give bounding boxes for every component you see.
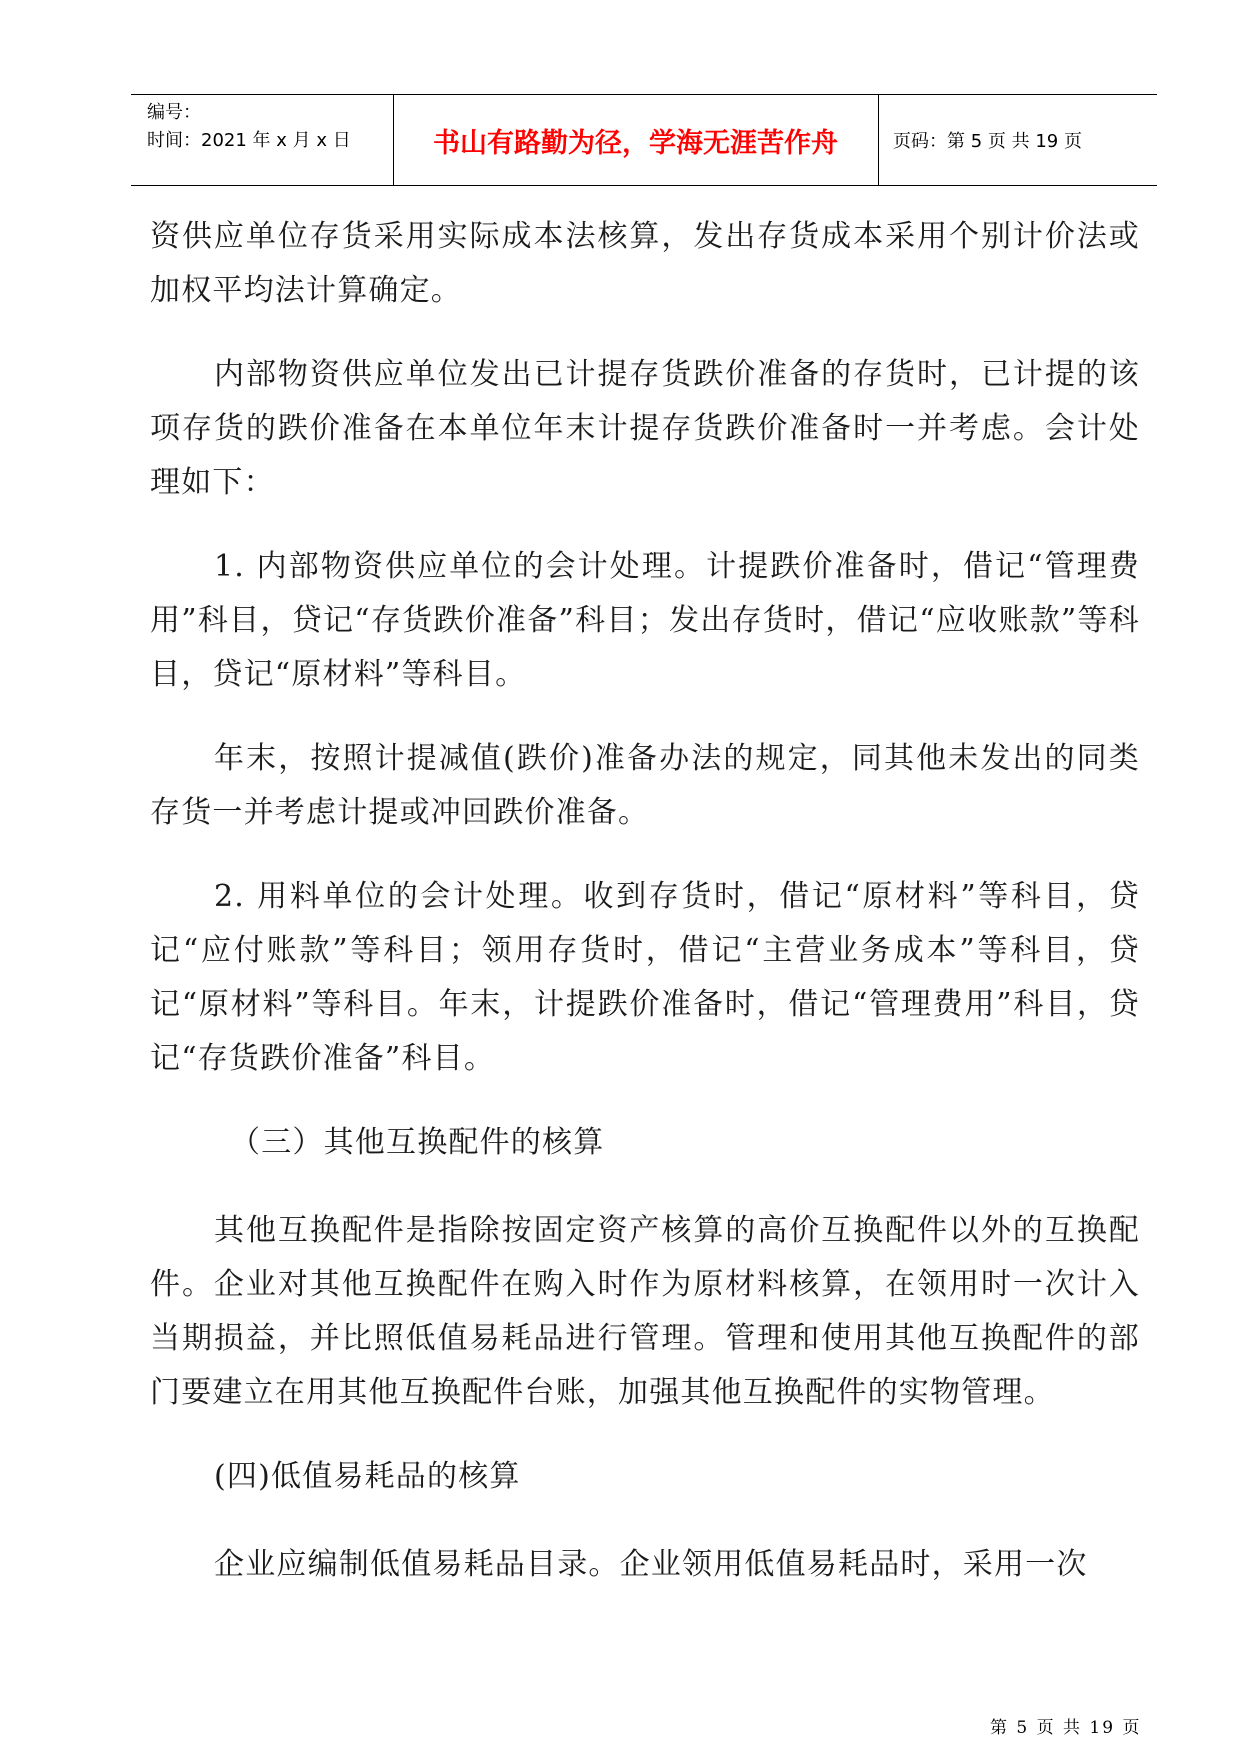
paragraph-supplier-accounting: 1. 内部物资供应单位的会计处理。计提跌价准备时，借记“管理费用”科目，贷记“存货跌价准备”科目；发出存货时，借记“应收账款”等科目，贷记“原材料”等科目。	[150, 549, 1140, 692]
section-heading-low-value: (四)低值易耗品的核算	[214, 1459, 521, 1494]
section-heading-spare-parts: （三）其他互换配件的核算	[230, 1125, 605, 1160]
header-meta	[147, 99, 351, 155]
document-time-label: 时间：2021 年 x 月 x 日	[147, 130, 351, 151]
document-body	[150, 210, 1140, 1622]
paragraph-impairment: 内部物资供应单位发出已计提存货跌价准备的存货时，已计提的该项存货的跌价准备在本单位年末计提存货跌价准备时一并考虑。会计处理如下：	[150, 357, 1140, 500]
header-motto: 书山有路勤为径，学海无涯苦作舟	[433, 127, 838, 159]
page-footer: 第 5 页 共 19 页	[990, 1718, 1142, 1738]
paragraph-spare-parts: 其他互换配件是指除按固定资产核算的高价互换配件以外的互换配件。企业对其他互换配件在购入时作为原材料核算，在领用时一次计入当期损益，并比照低值易耗品进行管理。管理和使用其他互换配件的部门要建立在用其他互换配件台账，加强其他互换配件的实物管理。	[150, 1213, 1140, 1410]
document-number-label: 编号：	[147, 102, 201, 123]
document-header	[131, 94, 1157, 186]
paragraph-continuation: 资供应单位存货采用实际成本法核算，发出存货成本采用个别计价法或加权平均法计算确定。	[150, 219, 1140, 308]
header-divider-right	[878, 95, 879, 185]
paragraph-low-value: 企业应编制低值易耗品目录。企业领用低值易耗品时，采用一次	[214, 1547, 1088, 1582]
paragraph-year-end: 年末，按照计提减值(跌价)准备办法的规定，同其他未发出的同类存货一并考虑计提或冲回跌价准备。	[150, 741, 1140, 830]
paragraph-user-accounting: 2. 用料单位的会计处理。收到存货时，借记“原材料”等科目，贷记“应付账款”等科目；领用存货时，借记“主营业务成本”等科目，贷记“原材料”等科目。年末，计提跌价准备时，借记“管理费用”科目，贷记“存货跌价准备”科目。	[150, 879, 1140, 1076]
header-page-info: 页码：第 5 页 共 19 页	[893, 131, 1082, 152]
